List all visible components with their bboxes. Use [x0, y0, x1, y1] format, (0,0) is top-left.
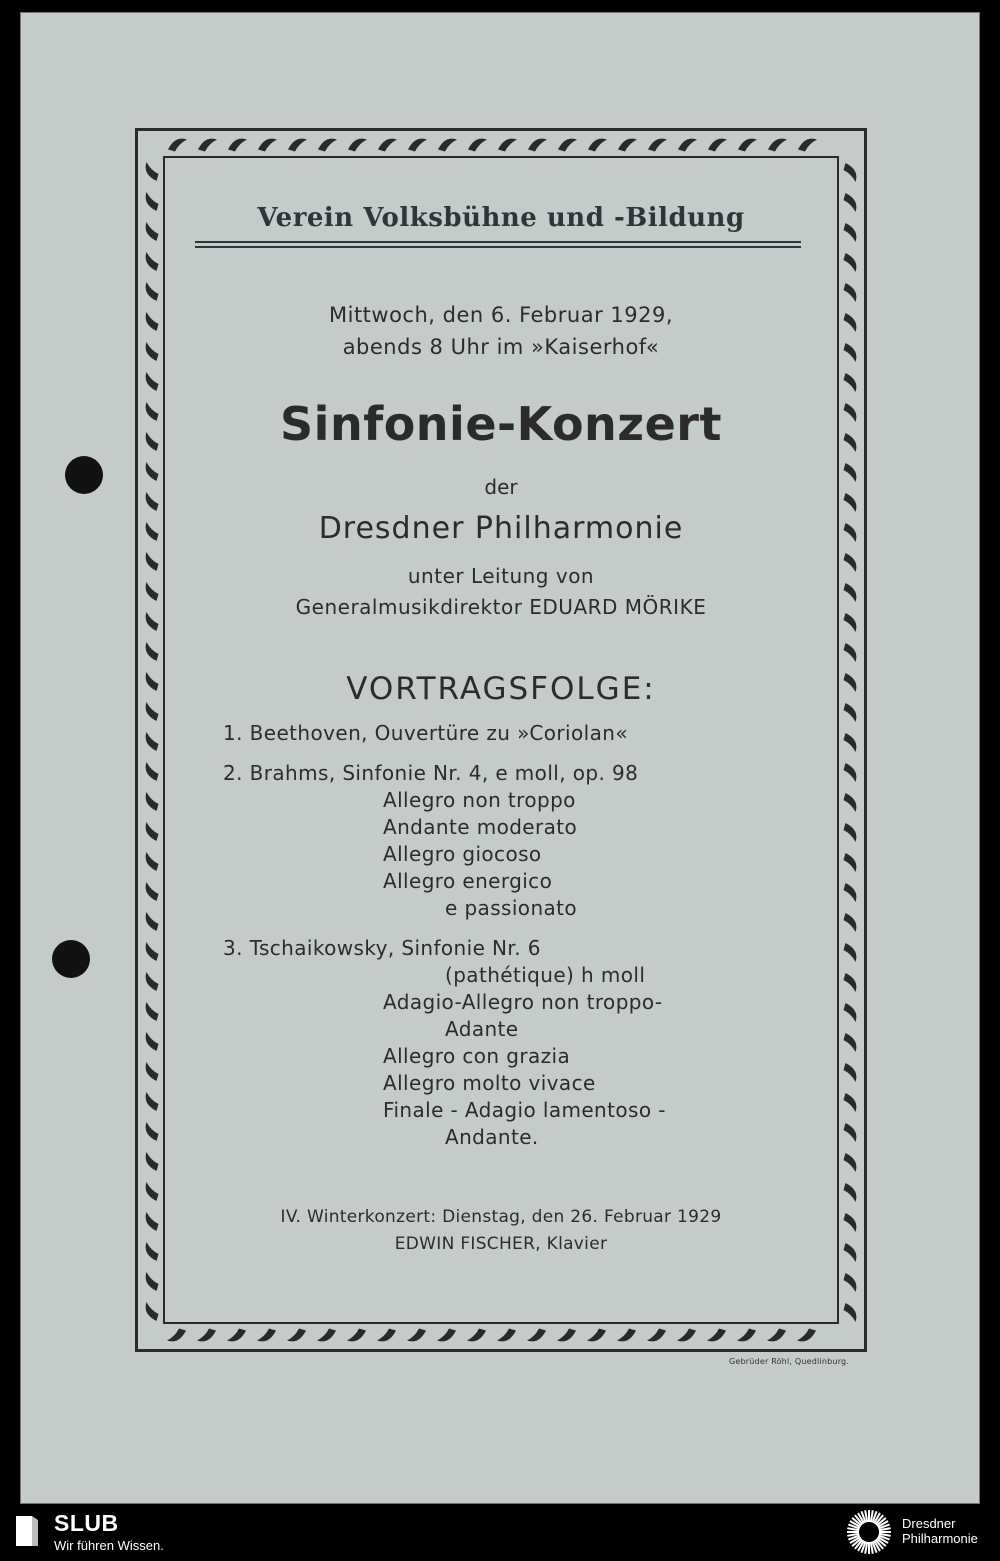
punch-hole: [52, 940, 90, 978]
society-underline: [195, 241, 801, 243]
next-concert-line: IV. Winterkonzert: Dienstag, den 26. Februar 1929: [280, 1207, 722, 1227]
movement-line: Allegro molto vivace: [383, 1071, 596, 1095]
slub-logo-icon: [16, 1516, 38, 1546]
leitung-text: unter Leitung von: [407, 564, 595, 588]
movement-line: Allegro con grazia: [383, 1044, 571, 1068]
soloist-line: EDWIN FISCHER, Klavier: [394, 1234, 608, 1254]
venue-line: abends 8 Uhr im »Kaiserhof«: [342, 335, 660, 359]
program-heading: VORTRAGSFOLGE:: [346, 671, 656, 707]
dresdner-philharmonie-logo-icon: [846, 1509, 892, 1555]
date-line: Mittwoch, den 6. Februar 1929,: [328, 303, 674, 327]
printer-imprint: Gebrüder Röhl, Quedlinburg.: [729, 1357, 850, 1366]
orchestra-name: Dresdner Philharmonie: [318, 511, 684, 546]
concert-title: Sinfonie-Konzert: [280, 397, 722, 451]
program-sheet: [20, 12, 980, 1504]
movement-line: Allegro non troppo: [383, 788, 576, 812]
der-text: der: [484, 475, 518, 499]
conductor-name: Generalmusikdirektor EDUARD MÖRIKE: [295, 595, 707, 619]
movement-line: e passionato: [445, 896, 578, 920]
partner-name[interactable]: Dresdner Philharmonie: [902, 1516, 978, 1546]
movement-line: Adagio-Allegro non troppo-: [383, 990, 663, 1014]
movement-line: Adante: [445, 1017, 519, 1041]
movement-line: Andante.: [445, 1125, 539, 1149]
program-item: 1. Beethoven, Ouvertüre zu »Coriolan«: [223, 721, 628, 745]
viewer-footer-bar: [0, 1504, 1000, 1561]
movement-line: Allegro giocoso: [383, 842, 542, 866]
slub-tagline: Wir führen Wissen.: [54, 1538, 164, 1553]
society-name: Verein Volksbühne und -Bildung: [257, 203, 745, 233]
movement-line: Allegro energico: [383, 869, 553, 893]
movement-line: Andante moderato: [383, 815, 578, 839]
society-underline: [195, 246, 801, 248]
slub-name[interactable]: SLUB: [54, 1510, 119, 1536]
punch-hole: [65, 456, 103, 494]
movement-line: Finale - Adagio lamentoso -: [383, 1098, 666, 1122]
program-item: 3. Tschaikowsky, Sinfonie Nr. 6: [223, 936, 541, 960]
program-item: 2. Brahms, Sinfonie Nr. 4, e moll, op. 98: [223, 761, 639, 785]
movement-line: (pathétique) h moll: [445, 963, 646, 987]
